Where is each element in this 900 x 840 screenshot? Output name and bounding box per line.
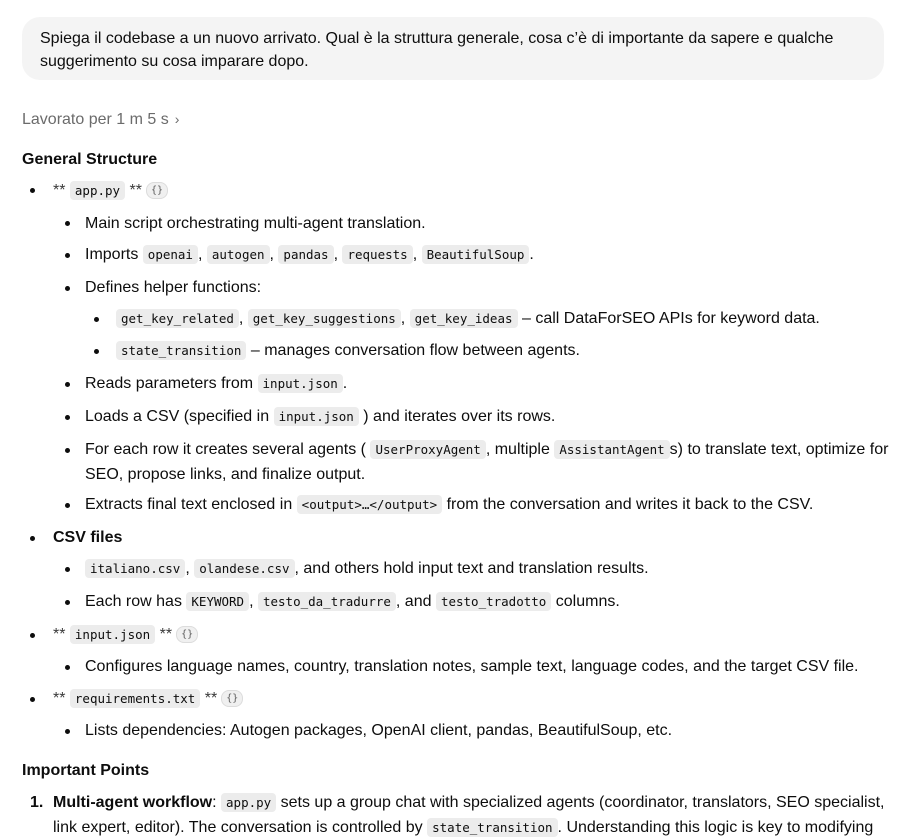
file-name-requirements: requirements.txt — [70, 689, 200, 708]
list-item-requirements: ** requirements.txt ** {} — [53, 687, 243, 711]
chevron-right-icon: › — [174, 111, 180, 127]
user-message-text: Spiega il codebase a un nuovo arrivato. Qual è la struttura generale, cosa c’è di importante da sapere e qualche suggerimento su cosa imparare dopo. — [40, 30, 834, 70]
list-item: italiano.csv , olandese.csv , and others hold input text and translation results. — [85, 557, 649, 581]
user-message-bubble — [22, 17, 884, 80]
list-number: 1. — [30, 794, 44, 811]
bullet-dot — [65, 729, 70, 734]
bullet-dot — [65, 600, 70, 605]
citation-braces-icon[interactable]: {} — [221, 690, 243, 707]
bullet-dot — [94, 317, 99, 322]
list-item-agents: For each row it creates several agents ( UserProxyAgent , multiple AssistantAgent s) to translate text, optimize for — [85, 441, 889, 458]
list-item: Loads a CSV (specified in input.json ) and iterates over its rows. — [85, 408, 556, 425]
list-item: Lists dependencies: Autogen packages, OpenAI client, pandas, BeautifulSoup, etc. — [85, 722, 673, 739]
bullet-dot — [65, 665, 70, 670]
bullet-dot — [30, 536, 35, 541]
numbered-item-multi-agent-continued: link expert, editor). The conversation is controlled by state_transition . Understanding this logic is key to modifying — [53, 819, 874, 836]
list-item-csv-files: CSV files — [53, 529, 123, 546]
list-item: Reads parameters from input.json . — [85, 375, 348, 392]
citation-braces-icon[interactable]: {} — [176, 626, 198, 643]
bullet-dot — [65, 567, 70, 572]
file-name-app-py: app.py — [70, 181, 125, 200]
list-item-imports: Imports openai , autogen , pandas , requests , BeautifulSoup . — [85, 246, 534, 263]
bullet-dot — [65, 415, 70, 420]
bullet-dot — [65, 448, 70, 453]
bullet-dot — [94, 349, 99, 354]
list-item: Defines helper functions: — [85, 279, 262, 296]
bullet-dot — [65, 382, 70, 387]
bullet-dot — [65, 286, 70, 291]
bullet-dot — [65, 253, 70, 258]
bullet-dot — [65, 221, 70, 226]
bullet-dot — [30, 697, 35, 702]
bullet-dot — [65, 503, 70, 508]
list-item: Extracts final text enclosed in <output>…</output> from the conversation and writes it back to the CSV. — [85, 496, 814, 513]
list-item: Each row has KEYWORD , testo_da_tradurre , and testo_tradotto columns. — [85, 593, 620, 610]
numbered-item-multi-agent: Multi-agent workflow: app.py sets up a group chat with specialized agents (coordinator, translators, SEO specialist, — [53, 794, 885, 811]
section-title-important-points: Important Points — [22, 762, 150, 779]
bullet-dot — [30, 188, 35, 193]
citation-braces-icon[interactable]: {} — [146, 182, 168, 199]
list-item-agents-continued: SEO, propose links, and finalize output. — [85, 466, 366, 483]
file-name-input-json: input.json — [70, 625, 155, 644]
list-item-app-py: ** app.py ** {} — [53, 179, 168, 203]
list-item-helper-functions: get_key_related , get_key_suggestions , get_key_ideas – call DataForSEO APIs for keyword data. — [116, 307, 820, 331]
list-item-input-json: ** input.json ** {} — [53, 623, 198, 647]
reasoning-duration-label: Lavorato per 1 m 5 s — [22, 111, 169, 128]
list-item: Main script orchestrating multi-agent translation. — [85, 215, 426, 232]
reasoning-toggle[interactable] — [22, 109, 179, 130]
list-item: Configures language names, country, translation notes, sample text, language codes, and the target CSV file. — [85, 658, 859, 675]
bullet-dot — [30, 633, 35, 638]
section-title-general-structure: General Structure — [22, 151, 158, 168]
list-item-state-transition: state_transition – manages conversation flow between agents. — [116, 339, 580, 363]
